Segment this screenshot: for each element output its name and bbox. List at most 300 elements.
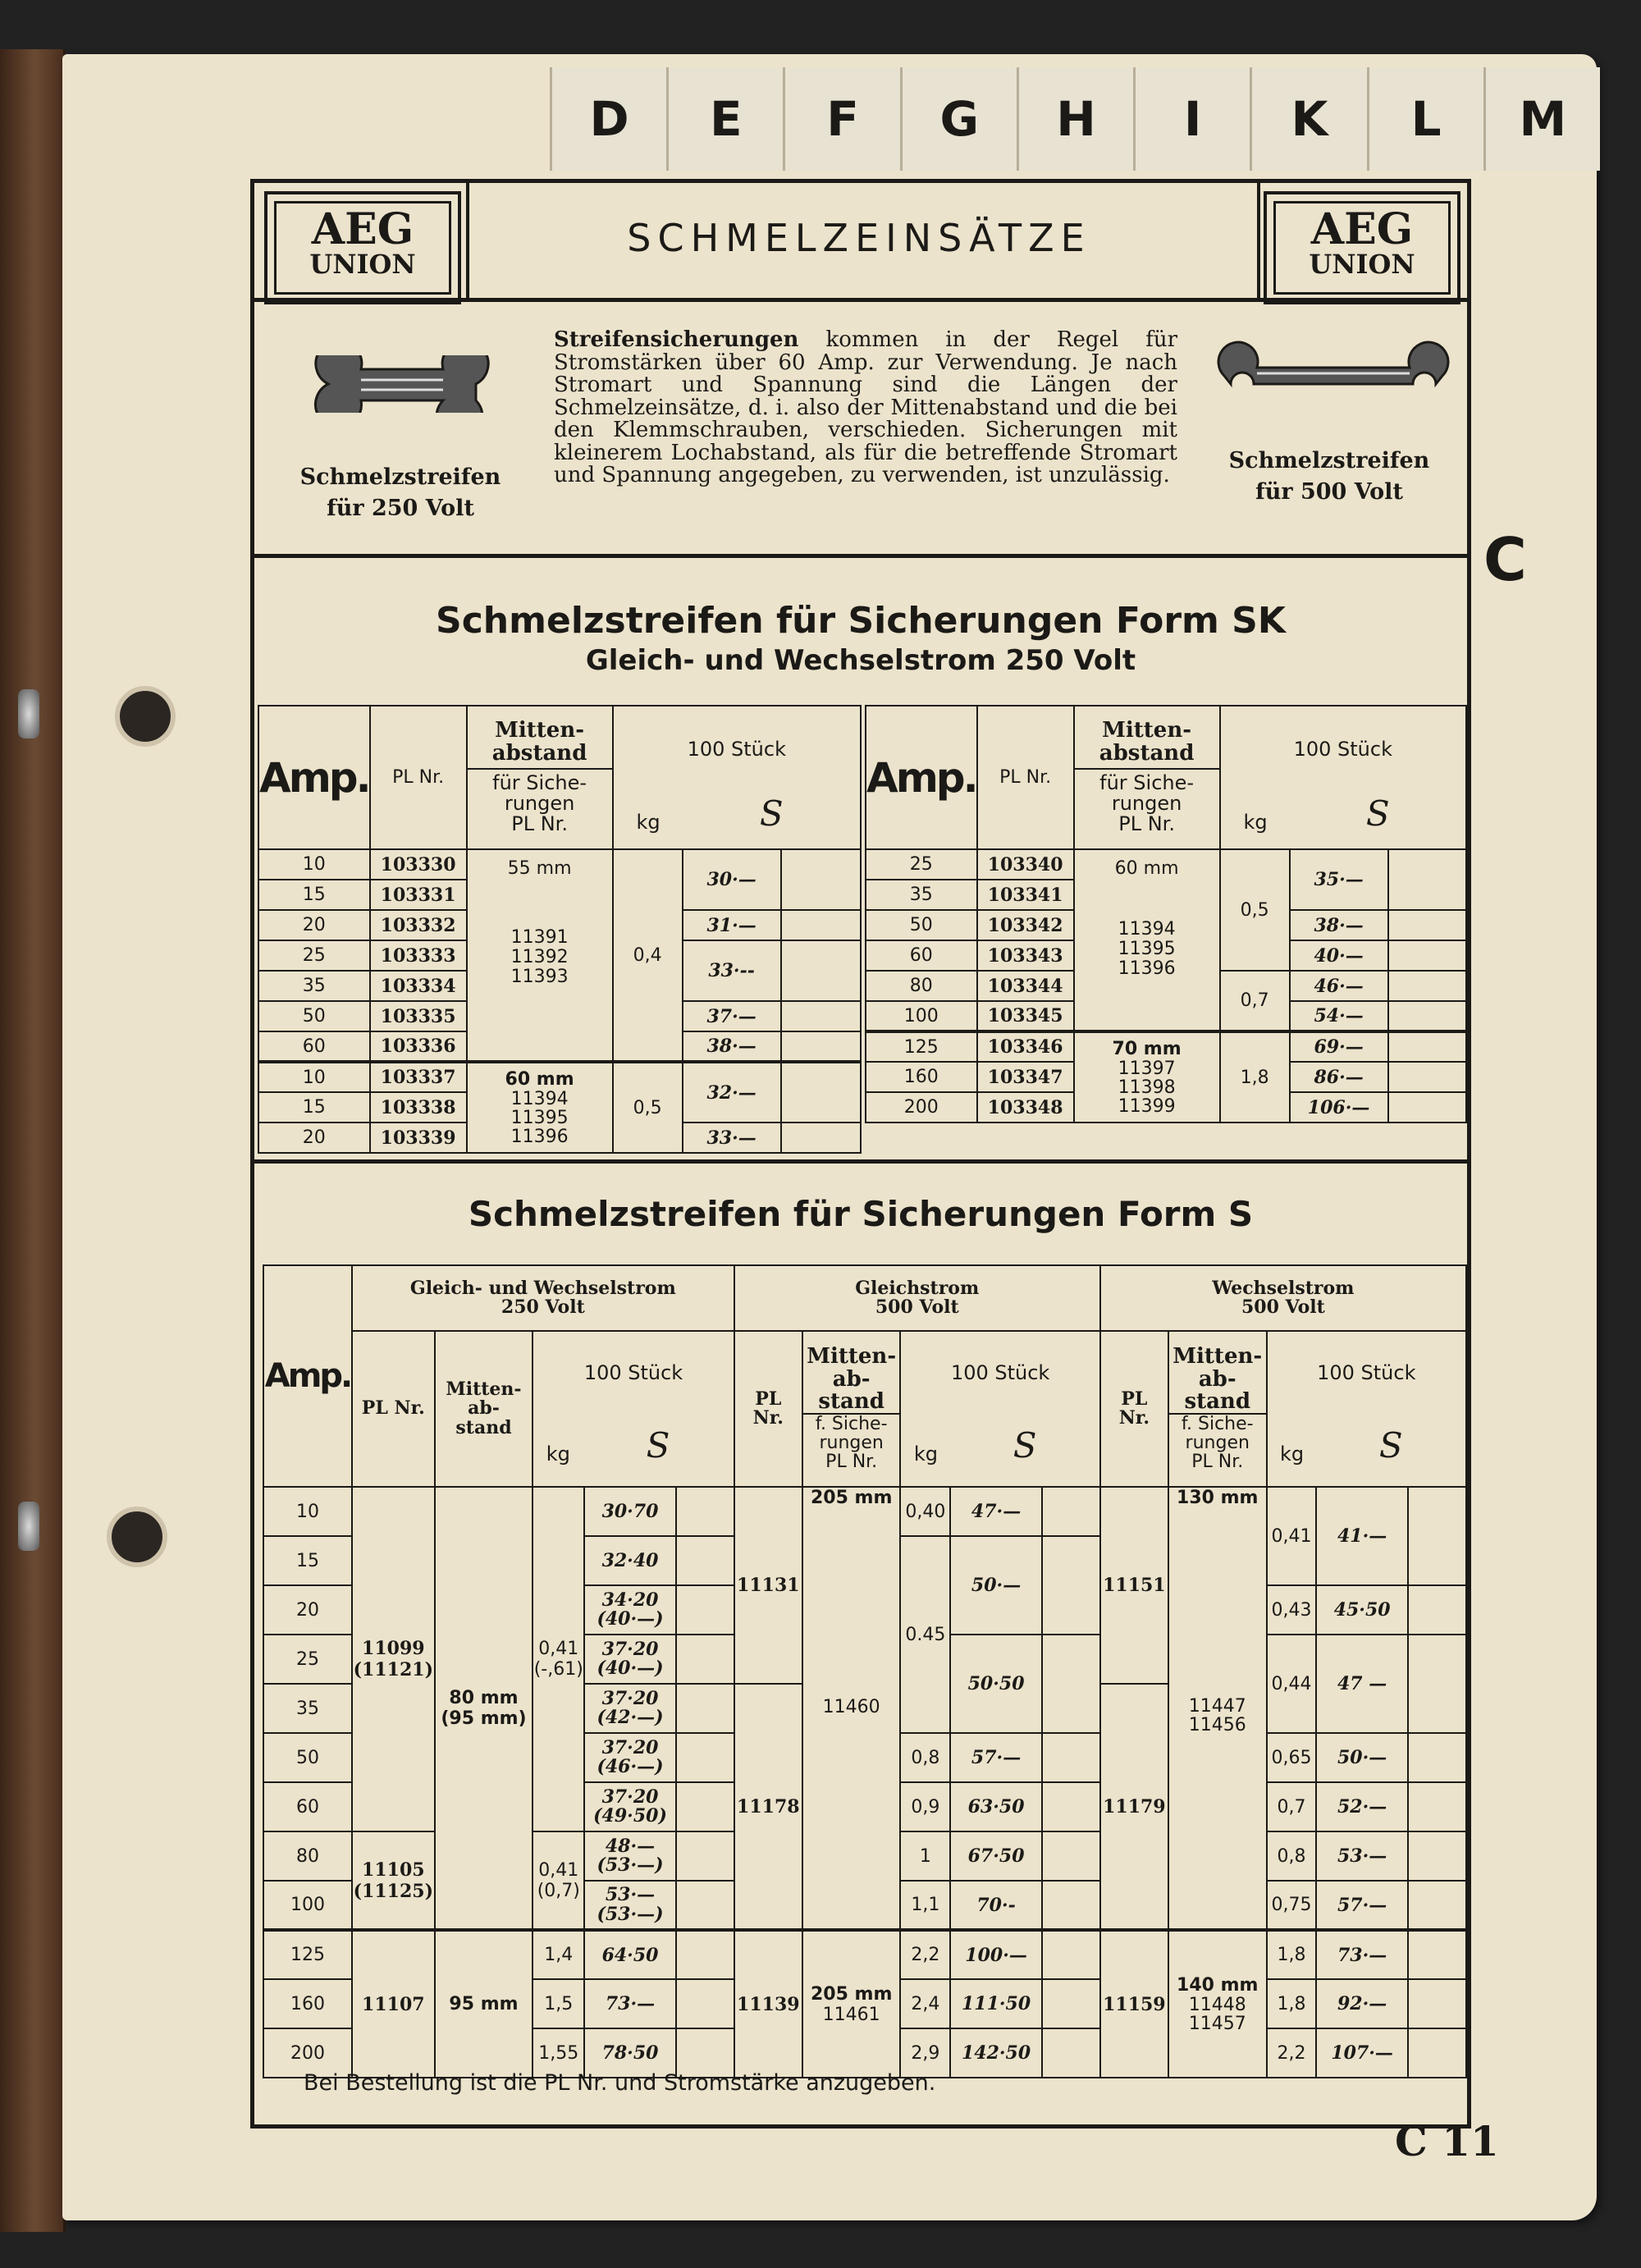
cell-text: für Siche- rungen PL Nr.	[1099, 771, 1195, 836]
table-cell: 41·—	[1316, 1487, 1408, 1585]
table-cell: 125	[866, 1031, 977, 1062]
table-row	[866, 849, 1466, 880]
table-cell: 37·20 (42·—)	[584, 1684, 676, 1733]
table-cell	[1408, 1831, 1466, 1881]
table-cell	[1042, 1979, 1100, 2028]
index-tab[interactable]: D	[550, 67, 666, 171]
table-cell	[676, 1635, 734, 1684]
catalog-frame	[250, 179, 1471, 2129]
table-cell: 100·—	[950, 1930, 1042, 1979]
cell-text: S	[1365, 793, 1390, 834]
section-letter: C	[1483, 525, 1527, 594]
table-cell: 0,41 (0,7)	[533, 1831, 584, 1930]
cell-text: 140 mm	[1177, 1974, 1259, 1996]
cell-text: f. Siche- rungen PL Nr.	[1181, 1414, 1254, 1473]
table-cell: 0,43	[1267, 1585, 1317, 1635]
table-cell	[1042, 1831, 1100, 1881]
logo-main: AEG	[311, 204, 414, 254]
left-caption: Schmelzstreifen für 250 Volt	[299, 464, 501, 521]
table-cell: 11131	[734, 1487, 802, 1684]
table-cell	[1074, 706, 1220, 849]
table-cell	[1074, 849, 1220, 1031]
table-cell: 103338	[370, 1092, 467, 1123]
table-cell: 35	[258, 971, 370, 1001]
table-cell: 47 —	[1316, 1635, 1408, 1733]
table-cell	[1042, 1635, 1100, 1733]
table-cell: 103344	[977, 971, 1074, 1001]
table-cell: 103330	[370, 849, 467, 880]
table-cell	[263, 1265, 352, 1487]
table-cell	[1408, 1585, 1466, 1635]
sk-title: Schmelzstreifen für Sicherungen Form SK	[436, 600, 1286, 642]
table-cell: 1,4	[533, 1930, 584, 1979]
table-cell: 103342	[977, 910, 1074, 940]
table-cell: 2,2	[1267, 2028, 1317, 2078]
table-cell: 60	[258, 1031, 370, 1062]
table-cell: 25	[263, 1635, 352, 1684]
order-note: Bei Bestellung ist die PL Nr. und Stromstärke anzugeben.	[304, 2070, 936, 2096]
fuse-strip-500v-icon	[1214, 339, 1452, 396]
table-cell: PL Nr.	[734, 1331, 802, 1487]
table-cell: 20	[258, 910, 370, 940]
table-cell: 50	[258, 1001, 370, 1031]
table-cell: 11178	[734, 1684, 802, 1930]
sk-table-right	[865, 705, 1467, 1123]
col-header-amp: Amp.	[264, 1357, 351, 1395]
table-cell: 0,41 (-,61)	[533, 1487, 584, 1831]
cell-text: S	[1012, 1424, 1037, 1466]
page-title: SCHMELZEINSÄTZE	[627, 216, 1091, 260]
binder-spine	[0, 49, 66, 2232]
divider	[1257, 183, 1260, 298]
table-cell: 64·50	[584, 1930, 676, 1979]
cell-text: kg	[1279, 1442, 1305, 1466]
table-cell	[1168, 1930, 1267, 2078]
table-cell: 32·40	[584, 1536, 676, 1585]
table-cell	[781, 940, 861, 1001]
table-cell: 86·—	[1290, 1062, 1388, 1092]
cell-text: kg	[913, 1442, 939, 1466]
table-cell: 103335	[370, 1001, 467, 1031]
table-cell: 34·20 (40·—)	[584, 1585, 676, 1635]
table-cell	[1042, 1536, 1100, 1635]
logo-main: AEG	[1310, 204, 1414, 254]
index-tab[interactable]: I	[1133, 67, 1250, 171]
table-cell	[676, 1487, 734, 1536]
table-cell	[258, 706, 370, 849]
cell-text: 100 Stück	[1293, 738, 1392, 761]
s-title: Schmelzstreifen für Sicherungen Form S	[468, 1194, 1254, 1234]
cell-text: 11394 11395 11396	[1118, 919, 1176, 980]
table-cell	[1042, 1782, 1100, 1831]
table-cell	[1408, 1635, 1466, 1733]
table-cell	[1388, 940, 1466, 971]
table-cell: 100	[866, 1001, 977, 1031]
table-row	[263, 1265, 1466, 1331]
table-row	[866, 706, 1466, 849]
intro-lead: Streifensicherungen	[554, 327, 799, 352]
table-cell	[1408, 1979, 1466, 2028]
sk-table-left	[258, 705, 862, 1154]
cell-text: Mitten- ab- stand	[803, 1346, 900, 1415]
table-cell: 103340	[977, 849, 1074, 880]
table-row	[263, 1930, 1466, 1979]
cell-text: 11391 11392 11393	[510, 927, 569, 988]
punch-hole	[115, 686, 176, 747]
group-header-gleich-500v: Gleichstrom 500 Volt	[734, 1265, 1100, 1331]
table-row	[263, 1487, 1466, 1536]
table-cell: 0,44	[1267, 1635, 1317, 1733]
table-cell: 73·—	[584, 1979, 676, 2028]
cell-text: 11448 11457	[1188, 1994, 1246, 2034]
cell-text: kg	[1243, 811, 1268, 834]
cell-text: 11447 11456	[1188, 1696, 1246, 1736]
s-table	[263, 1264, 1467, 2078]
table-row	[866, 1031, 1466, 1062]
table-cell	[1042, 1881, 1100, 1930]
table-cell: 0,5	[1220, 849, 1290, 971]
col-header-100-stueck	[533, 1331, 734, 1487]
table-cell: 60	[866, 940, 977, 971]
cell-text: Amp.	[866, 753, 976, 802]
table-cell: 103336	[370, 1031, 467, 1062]
table-cell: 30·70	[584, 1487, 676, 1536]
table-cell	[781, 1031, 861, 1062]
table-cell: 103337	[370, 1062, 467, 1092]
col-header-pl: PL Nr.	[370, 706, 467, 849]
index-tab[interactable]: E	[666, 67, 783, 171]
table-cell: 0,75	[1267, 1881, 1317, 1930]
table-cell: 80	[263, 1831, 352, 1881]
rivet-icon	[18, 689, 39, 738]
table-cell: 53·— (53·—)	[584, 1881, 676, 1930]
table-cell: 20	[263, 1585, 352, 1635]
table-cell	[676, 1536, 734, 1585]
index-tab[interactable]: G	[900, 67, 1017, 171]
cell-text	[614, 793, 860, 834]
table-cell: 15	[258, 1092, 370, 1123]
table-cell: 48·— (53·—)	[584, 1831, 676, 1881]
table-cell: 38·—	[1290, 910, 1388, 940]
table-cell	[781, 1062, 861, 1123]
table-cell	[1388, 849, 1466, 910]
table-cell: 1,8	[1267, 1979, 1317, 2028]
table-cell	[1388, 1062, 1466, 1092]
table-cell: 32·—	[683, 1062, 781, 1123]
cell-text: 11460	[822, 1697, 880, 1717]
table-cell: 0,7	[1220, 971, 1290, 1031]
table-cell	[676, 1930, 734, 1979]
cell-text: S	[1378, 1424, 1403, 1466]
table-cell	[1220, 706, 1466, 849]
sk-subtitle: Gleich- und Wechselstrom 250 Volt	[585, 644, 1136, 677]
cell-text: 60 mm	[1114, 858, 1179, 879]
sk-mitten-cell	[467, 1062, 613, 1153]
table-cell: 54·—	[1290, 1001, 1388, 1031]
table-cell	[1388, 1031, 1466, 1062]
index-tab[interactable]: F	[783, 67, 899, 171]
table-cell: 0,5	[613, 1062, 683, 1153]
intro-paragraph	[554, 329, 1177, 487]
table-cell: 31·—	[683, 910, 781, 940]
table-cell	[1042, 2028, 1100, 2078]
col-header-100-stueck	[613, 706, 861, 849]
table-cell	[676, 1782, 734, 1831]
table-cell: 0,40	[900, 1487, 950, 1536]
cell-text: 100 Stück	[950, 1360, 1050, 1384]
table-cell: 0,8	[1267, 1831, 1317, 1881]
col-header-mitten	[467, 706, 613, 849]
icon-shape	[315, 355, 488, 413]
table-cell: 47·—	[950, 1487, 1042, 1536]
cell-text: Mitten- ab- stand	[1169, 1346, 1266, 1415]
table-cell: 2,9	[900, 2028, 950, 2078]
table-cell: 60	[263, 1782, 352, 1831]
aeg-logo-left	[264, 191, 461, 304]
table-cell: 2,2	[900, 1930, 950, 1979]
table-cell	[900, 1331, 1099, 1487]
table-cell	[781, 1001, 861, 1031]
table-cell: PL Nr.	[1100, 1331, 1168, 1487]
table-cell: 11099 (11121)	[352, 1487, 435, 1831]
col-header-amp: Amp.	[259, 753, 369, 802]
table-cell: 20	[258, 1123, 370, 1153]
table-cell: 107·—	[1316, 2028, 1408, 2078]
table-cell: 10	[263, 1487, 352, 1536]
table-cell: 106·—	[1290, 1092, 1388, 1123]
table-cell	[1408, 2028, 1466, 2078]
table-cell: 80 mm (95 mm)	[435, 1487, 533, 1930]
cell-text	[901, 1425, 1099, 1466]
table-cell: 33·--	[683, 940, 781, 1001]
divider	[254, 298, 1467, 302]
table-cell	[1074, 1031, 1220, 1123]
table-cell: 103346	[977, 1031, 1074, 1062]
table-cell: 111·50	[950, 1979, 1042, 2028]
table-cell: 103332	[370, 910, 467, 940]
cell-text: f. Siche- rungen PL Nr.	[815, 1414, 888, 1473]
table-cell: 103341	[977, 880, 1074, 910]
table-cell	[1267, 1331, 1466, 1487]
table-cell: 0,41	[1267, 1487, 1317, 1585]
table-cell: 25	[258, 940, 370, 971]
index-tab[interactable]: K	[1250, 67, 1366, 171]
table-cell: 30·—	[683, 849, 781, 910]
table-cell: 70·-	[950, 1881, 1042, 1930]
table-cell: 0,7	[1267, 1782, 1317, 1831]
divider	[254, 1159, 1467, 1164]
table-cell	[1408, 1733, 1466, 1782]
table-cell: 0,65	[1267, 1733, 1317, 1782]
cell-text: S	[646, 1424, 670, 1466]
table-cell	[1168, 1331, 1267, 1487]
table-cell: 160	[263, 1979, 352, 2028]
index-tab[interactable]: H	[1017, 67, 1133, 171]
table-cell	[1408, 1487, 1466, 1585]
cell-text: 70 mm	[1112, 1038, 1182, 1059]
table-cell	[802, 1930, 901, 2078]
logo-sub: UNION	[309, 249, 416, 280]
table-cell: PL Nr.	[977, 706, 1074, 849]
table-cell: 15	[263, 1536, 352, 1585]
table-cell	[1408, 1881, 1466, 1930]
table-cell: 38·—	[683, 1031, 781, 1062]
table-cell: 1	[900, 1831, 950, 1881]
table-cell	[866, 706, 977, 849]
col-header-pl: PL Nr.	[352, 1331, 435, 1487]
table-cell	[781, 910, 861, 940]
table-cell: 69·—	[1290, 1031, 1388, 1062]
table-cell	[781, 849, 861, 910]
table-cell	[676, 1733, 734, 1782]
table-cell: 103343	[977, 940, 1074, 971]
table-cell: 80	[866, 971, 977, 1001]
cell-text: 11397 11398 11399	[1118, 1058, 1176, 1118]
table-cell: 35·—	[1290, 849, 1388, 910]
cell-text: kg	[636, 811, 661, 834]
table-cell: 40·—	[1290, 940, 1388, 971]
cell-text: 205 mm	[810, 1983, 893, 2005]
table-cell: 11105 (11125)	[352, 1831, 435, 1930]
table-cell: 33·—	[683, 1123, 781, 1153]
table-cell	[1042, 1733, 1100, 1782]
table-cell: 53·—	[1316, 1831, 1408, 1881]
table-cell	[1388, 1001, 1466, 1031]
table-cell: 52·—	[1316, 1782, 1408, 1831]
table-cell: 63·50	[950, 1782, 1042, 1831]
table-cell: 50·—	[950, 1536, 1042, 1635]
table-cell	[1408, 1930, 1466, 1979]
punch-hole	[107, 1507, 167, 1567]
cell-text: 60 mm	[505, 1068, 574, 1090]
table-cell: 25	[866, 849, 977, 880]
table-row	[263, 1331, 1466, 1487]
table-cell: 92·—	[1316, 1979, 1408, 2028]
cell-text	[1221, 793, 1465, 834]
cell-text: 130 mm	[1177, 1488, 1259, 1508]
cell-text: kg	[546, 1442, 570, 1466]
table-cell: 0,4	[613, 849, 683, 1062]
cell-text: Mitten- abstand	[468, 716, 612, 770]
cell-text: 100 Stück	[1317, 1360, 1416, 1384]
table-cell: 103345	[977, 1001, 1074, 1031]
table-cell	[802, 1331, 901, 1487]
page-number: C 11	[1395, 2117, 1499, 2165]
table-cell: 103331	[370, 880, 467, 910]
table-cell: 103348	[977, 1092, 1074, 1123]
sk-mitten-cell	[467, 849, 613, 1062]
group-header-wechsel-500v: Wechselstrom 500 Volt	[1100, 1265, 1466, 1331]
table-cell: 95 mm	[435, 1930, 533, 2078]
table-row	[258, 706, 861, 849]
table-cell: 0.45	[900, 1536, 950, 1733]
table-cell	[676, 1684, 734, 1733]
cell-text	[533, 1425, 733, 1466]
table-cell: 10	[258, 849, 370, 880]
fuse-strip-250v-icon	[312, 355, 492, 413]
table-cell: 103347	[977, 1062, 1074, 1092]
table-cell: 160	[866, 1062, 977, 1092]
table-cell: 57·—	[1316, 1881, 1408, 1930]
cell-text	[1268, 1425, 1465, 1466]
table-cell: 1,1	[900, 1881, 950, 1930]
cell-text: Mitten- abstand	[1075, 716, 1219, 770]
table-cell: 103339	[370, 1123, 467, 1153]
table-cell: 100	[263, 1881, 352, 1930]
table-cell: 2,4	[900, 1979, 950, 2028]
table-cell: 73·—	[1316, 1930, 1408, 1979]
cell-text: 55 mm	[507, 858, 572, 879]
table-cell: 1,8	[1267, 1930, 1317, 1979]
table-cell	[1042, 1930, 1100, 1979]
table-cell: 50	[263, 1733, 352, 1782]
table-cell: 50	[866, 910, 977, 940]
table-cell: 11139	[734, 1930, 802, 2078]
index-tab[interactable]: M	[1483, 67, 1600, 171]
table-cell: 57·—	[950, 1733, 1042, 1782]
table-cell: 46·—	[1290, 971, 1388, 1001]
table-cell: 11107	[352, 1930, 435, 2078]
table-cell	[676, 1979, 734, 2028]
table-cell: 50·—	[1316, 1733, 1408, 1782]
table-cell: 142·50	[950, 2028, 1042, 2078]
table-cell: 50·50	[950, 1635, 1042, 1733]
table-cell: 37·20 (49·50)	[584, 1782, 676, 1831]
table-cell	[676, 1831, 734, 1881]
table-cell: 45·50	[1316, 1585, 1408, 1635]
table-cell: 1,5	[533, 1979, 584, 2028]
table-cell: 11179	[1100, 1684, 1168, 1930]
table-cell: 15	[258, 880, 370, 910]
right-caption: Schmelzstreifen für 500 Volt	[1228, 448, 1430, 505]
table-cell: 35	[866, 880, 977, 910]
index-tab[interactable]: L	[1367, 67, 1483, 171]
table-cell	[676, 1585, 734, 1635]
table-cell: 0,9	[900, 1782, 950, 1831]
cell-text: 205 mm	[810, 1488, 893, 1508]
table-cell	[781, 1123, 861, 1153]
cell-text: S	[759, 793, 784, 834]
table-cell: 11159	[1100, 1930, 1168, 2078]
table-cell: 1,55	[533, 2028, 584, 2078]
table-cell: 200	[866, 1092, 977, 1123]
table-cell	[1388, 910, 1466, 940]
table-cell: 103333	[370, 940, 467, 971]
icon-shape	[1218, 342, 1448, 384]
table-cell: 11151	[1100, 1487, 1168, 1684]
cell-text: 100 Stück	[583, 1360, 683, 1384]
table-cell: 10	[258, 1062, 370, 1092]
table-cell	[676, 1881, 734, 1930]
table-cell: 37·20 (46·—)	[584, 1733, 676, 1782]
table-cell: 125	[263, 1930, 352, 1979]
index-tabs	[550, 67, 1600, 171]
divider	[254, 554, 1467, 558]
cell-text: 11394 11395 11396	[510, 1088, 569, 1148]
table-cell	[802, 1487, 901, 1930]
table-row	[258, 849, 861, 880]
table-cell: 200	[263, 2028, 352, 2078]
cell-text: für Siche- rungen PL Nr.	[492, 771, 587, 836]
table-cell: 0,8	[900, 1733, 950, 1782]
intro-text: kommen in der Regel für Stromstärken über 60 Amp. zur Verwendung. Je nach Stromart und Spannung sind die Längen der Schmelzeinsätze, d. i. also der Mittenabstand und die bei den Klemmschrauben, verschieden. Sicherungen mit kleinerem Lochabstand, als für die betreffende Stromart und Spannung angegeben, zu verwenden, ist unzulässig.	[554, 327, 1177, 488]
table-cell: 103334	[370, 971, 467, 1001]
cell-text: 100 Stück	[687, 738, 786, 761]
table-cell: 78·50	[584, 2028, 676, 2078]
table-cell: 37·20 (40·—)	[584, 1635, 676, 1684]
table-row	[258, 1062, 861, 1092]
col-header-mitten: Mitten- ab- stand	[435, 1331, 533, 1487]
